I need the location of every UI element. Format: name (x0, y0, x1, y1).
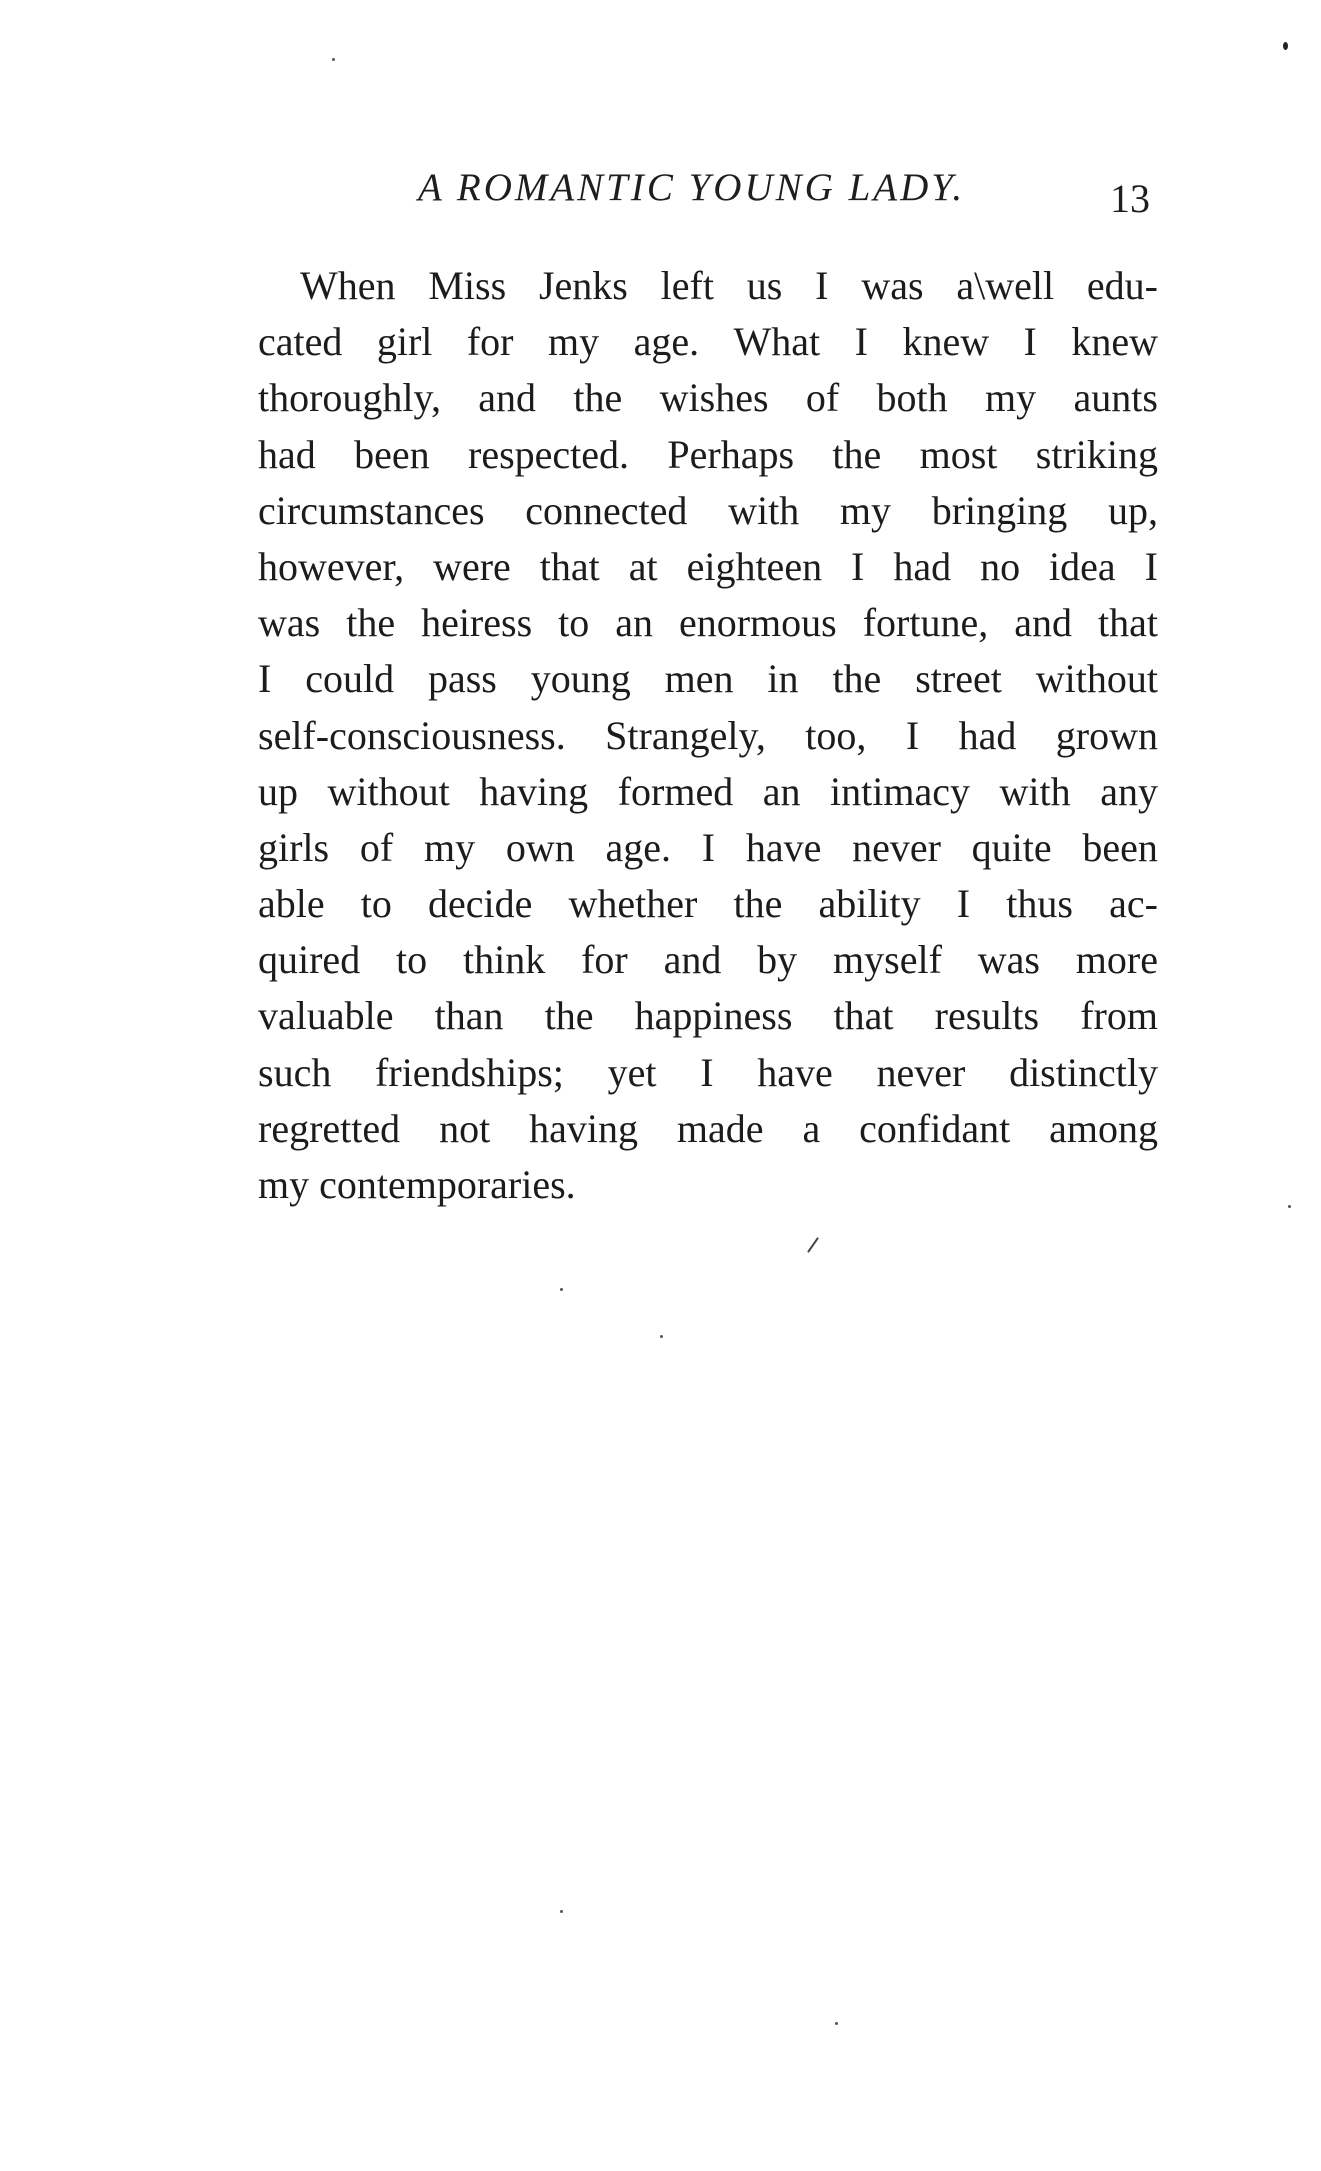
word: What (733, 319, 821, 365)
word: ability (818, 881, 921, 927)
word: with (999, 768, 1071, 814)
word: quite (971, 824, 1052, 870)
text-line (258, 932, 1158, 988)
running-title: A ROMANTIC YOUNG LADY. (418, 166, 966, 209)
word: made (676, 1105, 764, 1151)
word: however, (258, 543, 405, 589)
word: formed (617, 768, 734, 814)
text-line (258, 820, 1158, 876)
text-line (258, 876, 1158, 932)
word: I (1144, 543, 1158, 589)
word: I (258, 656, 272, 702)
word: girls (258, 824, 330, 870)
word: of (359, 824, 394, 870)
ink-speck (1283, 42, 1288, 50)
word: ac- (1109, 881, 1158, 927)
word: to (396, 937, 428, 983)
word: up (258, 768, 298, 814)
word: happiness (634, 993, 793, 1039)
word: cated (258, 319, 343, 365)
word: of (805, 375, 840, 421)
text-line (258, 314, 1158, 370)
word: the (733, 881, 783, 927)
word: age. (633, 319, 700, 365)
word: that (1097, 600, 1158, 646)
word: confidant (859, 1105, 1011, 1151)
word: Miss (428, 263, 507, 308)
word: for (581, 937, 628, 983)
word: my (985, 375, 1037, 421)
word: regretted (258, 1105, 401, 1151)
word: myself (833, 937, 942, 983)
word: I (700, 1049, 714, 1095)
word: the (544, 993, 594, 1039)
text-line (258, 708, 1158, 764)
word: that (539, 543, 600, 589)
word: in (767, 656, 799, 702)
ink-speck (332, 58, 335, 61)
word: friendships; (375, 1049, 564, 1095)
ink-speck (560, 1910, 563, 1913)
word: my (547, 319, 600, 365)
word: intimacy (830, 768, 971, 814)
word: respected. (468, 431, 630, 477)
word: at (628, 543, 658, 589)
word: I (815, 263, 829, 308)
text-line (258, 427, 1158, 483)
word: among (1049, 1105, 1158, 1151)
word: quired (258, 937, 361, 983)
word: most (919, 431, 998, 477)
word: a (802, 1105, 821, 1151)
word: decide (428, 881, 533, 927)
word: circumstances (258, 487, 485, 533)
ink-speck (1288, 1205, 1291, 1208)
word: having (529, 1105, 638, 1151)
word: edu- (1086, 263, 1158, 308)
word: without (327, 768, 450, 814)
word: were (433, 543, 511, 589)
word: heiress (421, 600, 533, 646)
word: distinctly (1009, 1049, 1158, 1095)
word: thoroughly, (258, 375, 441, 421)
text-line (258, 764, 1158, 820)
word: young (530, 656, 631, 702)
word: without (1035, 656, 1158, 702)
word: had (958, 712, 1017, 758)
body-text (258, 258, 1158, 1213)
word: I (701, 824, 716, 870)
word: eighteen (686, 543, 823, 589)
word: pass (427, 656, 497, 702)
ink-speck (807, 1237, 819, 1253)
text-line (258, 1157, 1158, 1213)
word: whether (568, 881, 698, 927)
word: us (746, 263, 783, 308)
word: the (832, 431, 882, 477)
word: knew (1071, 319, 1158, 365)
word: left (660, 263, 714, 308)
word: valuable (258, 993, 394, 1039)
word: such (258, 1049, 332, 1095)
word: results (934, 993, 1040, 1039)
word: I (851, 543, 865, 589)
text-line (258, 370, 1158, 426)
word: and (1014, 600, 1072, 646)
word: and (663, 937, 722, 983)
word: men (664, 656, 734, 702)
word: age. (605, 824, 671, 870)
word: having (479, 768, 589, 814)
word: aunts (1073, 375, 1158, 421)
word: Jenks (538, 263, 628, 308)
text-line (258, 483, 1158, 539)
text-line (258, 1101, 1158, 1157)
word: no (980, 543, 1021, 589)
word: with (728, 487, 800, 533)
text-line (258, 651, 1158, 707)
text-line (258, 1045, 1158, 1101)
word: an (615, 600, 653, 646)
word: than (434, 993, 504, 1039)
word: was (258, 600, 321, 646)
word: able (258, 881, 325, 927)
word: had (258, 431, 316, 477)
word: bringing (931, 487, 1068, 533)
word: a\well (956, 263, 1055, 308)
text-line (258, 988, 1158, 1044)
word: thus (1006, 881, 1073, 927)
word: girl (376, 319, 433, 365)
ink-speck (560, 1288, 563, 1291)
word: wishes (659, 375, 769, 421)
word: both (876, 375, 948, 421)
running-head (0, 165, 1321, 221)
word: been (1082, 824, 1158, 870)
word: When (300, 263, 396, 308)
word: to (558, 600, 590, 646)
word: I (956, 881, 971, 927)
ink-speck (835, 2022, 838, 2025)
word: had (893, 543, 952, 589)
word: up, (1107, 487, 1158, 533)
word: more (1075, 937, 1158, 983)
page-number: 13 (1110, 176, 1150, 221)
word: was (861, 263, 924, 308)
word: have (757, 1049, 833, 1095)
word: and (478, 375, 537, 421)
text-line (258, 595, 1158, 651)
word: an (762, 768, 801, 814)
word: idea (1049, 543, 1116, 589)
word: Strangely, (605, 712, 766, 758)
word: have (745, 824, 822, 870)
word: my (423, 824, 476, 870)
word: I (1023, 319, 1037, 365)
word: street (915, 656, 1002, 702)
word: yet (607, 1049, 657, 1095)
word: by (757, 937, 798, 983)
word: was (977, 937, 1040, 983)
text-line (258, 258, 1158, 314)
word: I (905, 712, 920, 758)
word: connected (525, 487, 688, 533)
word: knew (902, 319, 990, 365)
word: fortune, (862, 600, 989, 646)
word: striking (1035, 431, 1158, 477)
word: for (466, 319, 514, 365)
word: been (354, 431, 430, 477)
word: too, (805, 712, 867, 758)
word: that (833, 993, 894, 1039)
word: own (505, 824, 575, 870)
word: to (360, 881, 392, 927)
word: the (832, 656, 882, 702)
word: Perhaps (667, 431, 795, 477)
word: the (573, 375, 623, 421)
word: I (854, 319, 868, 365)
text-line (258, 539, 1158, 595)
word: self-consciousness. (258, 712, 566, 758)
word: my (839, 487, 892, 533)
word: think (463, 937, 546, 983)
word: could (305, 656, 395, 702)
word: my contemporaries. (258, 1162, 576, 1207)
word: any (1100, 768, 1158, 814)
word: never (852, 824, 941, 870)
word: the (346, 600, 396, 646)
word: not (439, 1105, 491, 1151)
word: never (876, 1049, 966, 1095)
word: grown (1055, 712, 1158, 758)
ink-speck (660, 1335, 663, 1338)
word: from (1080, 993, 1158, 1039)
word: enormous (678, 600, 837, 646)
